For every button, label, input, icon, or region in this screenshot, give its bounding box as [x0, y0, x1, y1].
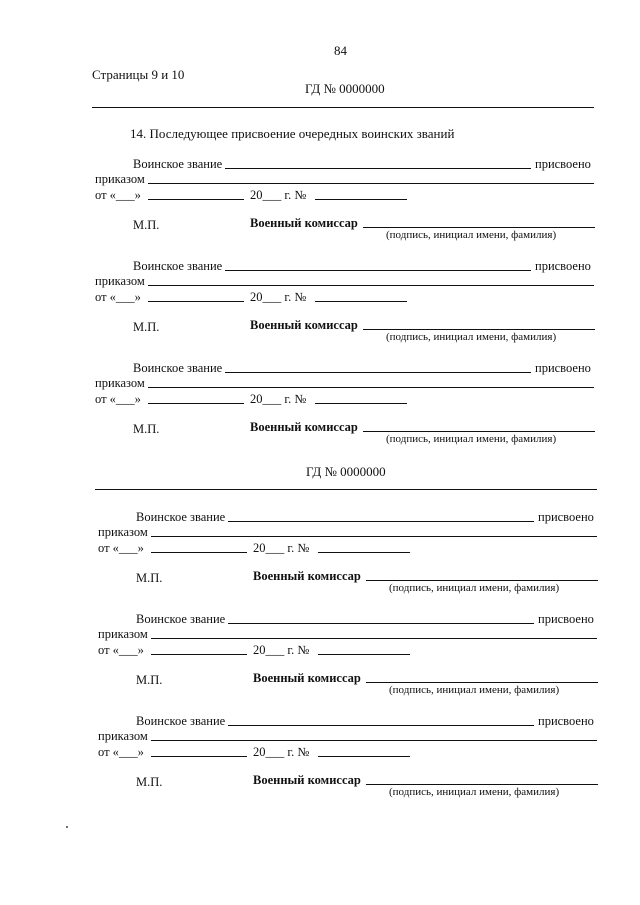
signature-hint: (подпись, инициал имени, фамилия) — [389, 684, 560, 696]
document-title-second: ГД № 0000000 — [306, 464, 386, 479]
date-field[interactable] — [151, 552, 247, 553]
signature-hint: (подпись, инициал имени, фамилия) — [386, 229, 557, 241]
scan-mark — [66, 826, 68, 828]
rank-label: Воинское звание — [133, 259, 223, 273]
year-number-label: 20___ г. № — [253, 643, 310, 657]
order-label: приказом — [98, 627, 148, 641]
date-from-label: от «___» — [95, 290, 141, 304]
header-rule-second — [95, 489, 597, 490]
rank-label: Воинское звание — [136, 510, 226, 524]
stamp-label: М.П. — [133, 422, 160, 436]
date-from-label: от «___» — [98, 541, 144, 555]
order-number-field[interactable] — [318, 552, 410, 553]
order-number-field[interactable] — [315, 403, 407, 404]
assigned-label: присвоено — [535, 259, 591, 273]
commissar-label: Военный комиссар — [250, 216, 358, 230]
rank-label: Воинское звание — [136, 612, 226, 626]
order-field[interactable] — [151, 536, 597, 537]
order-field[interactable] — [148, 387, 594, 388]
rank-field[interactable] — [228, 623, 534, 624]
assigned-label: присвоено — [538, 714, 594, 728]
date-from-label: от «___» — [95, 188, 141, 202]
order-field[interactable] — [151, 740, 597, 741]
year-number-label: 20___ г. № — [253, 541, 310, 555]
order-number-field[interactable] — [318, 654, 410, 655]
order-label: приказом — [98, 525, 148, 539]
date-field[interactable] — [148, 199, 244, 200]
signature-hint: (подпись, инициал имени, фамилия) — [386, 331, 557, 343]
year-number-label: 20___ г. № — [253, 745, 310, 759]
order-label: приказом — [95, 376, 145, 390]
commissar-label: Военный комиссар — [250, 420, 358, 434]
rank-field[interactable] — [228, 725, 534, 726]
year-number-label: 20___ г. № — [250, 392, 307, 406]
order-number-field[interactable] — [315, 301, 407, 302]
commissar-label: Военный комиссар — [253, 773, 361, 787]
rank-label: Воинское звание — [133, 361, 223, 375]
assigned-label: присвоено — [538, 510, 594, 524]
section-title: 14. Последующее присвоение очередных воинских званий — [130, 126, 455, 141]
date-from-label: от «___» — [95, 392, 141, 406]
signature-hint: (подпись, инициал имени, фамилия) — [386, 433, 557, 445]
stamp-label: М.П. — [133, 320, 160, 334]
stamp-label: М.П. — [133, 218, 160, 232]
year-number-label: 20___ г. № — [250, 188, 307, 202]
page-number: 84 — [334, 43, 347, 58]
signature-hint: (подпись, инициал имени, фамилия) — [389, 786, 560, 798]
date-field[interactable] — [148, 301, 244, 302]
commissar-label: Военный комиссар — [253, 671, 361, 685]
stamp-label: М.П. — [136, 571, 163, 585]
order-number-field[interactable] — [318, 756, 410, 757]
commissar-label: Военный комиссар — [253, 569, 361, 583]
date-field[interactable] — [151, 756, 247, 757]
order-field[interactable] — [151, 638, 597, 639]
rank-field[interactable] — [225, 372, 531, 373]
rank-label: Воинское звание — [133, 157, 223, 171]
commissar-label: Военный комиссар — [250, 318, 358, 332]
order-label: приказом — [98, 729, 148, 743]
year-number-label: 20___ г. № — [250, 290, 307, 304]
pages-label: Страницы 9 и 10 — [92, 67, 185, 82]
rank-field[interactable] — [225, 270, 531, 271]
date-field[interactable] — [148, 403, 244, 404]
date-field[interactable] — [151, 654, 247, 655]
order-label: приказом — [95, 172, 145, 186]
order-number-field[interactable] — [315, 199, 407, 200]
rank-field[interactable] — [228, 521, 534, 522]
order-field[interactable] — [148, 183, 594, 184]
rank-field[interactable] — [225, 168, 531, 169]
document-title: ГД № 0000000 — [305, 81, 385, 96]
stamp-label: М.П. — [136, 775, 163, 789]
date-from-label: от «___» — [98, 643, 144, 657]
order-field[interactable] — [148, 285, 594, 286]
rank-label: Воинское звание — [136, 714, 226, 728]
order-label: приказом — [95, 274, 145, 288]
assigned-label: присвоено — [535, 361, 591, 375]
assigned-label: присвоено — [535, 157, 591, 171]
assigned-label: присвоено — [538, 612, 594, 626]
date-from-label: от «___» — [98, 745, 144, 759]
stamp-label: М.П. — [136, 673, 163, 687]
signature-hint: (подпись, инициал имени, фамилия) — [389, 582, 560, 594]
